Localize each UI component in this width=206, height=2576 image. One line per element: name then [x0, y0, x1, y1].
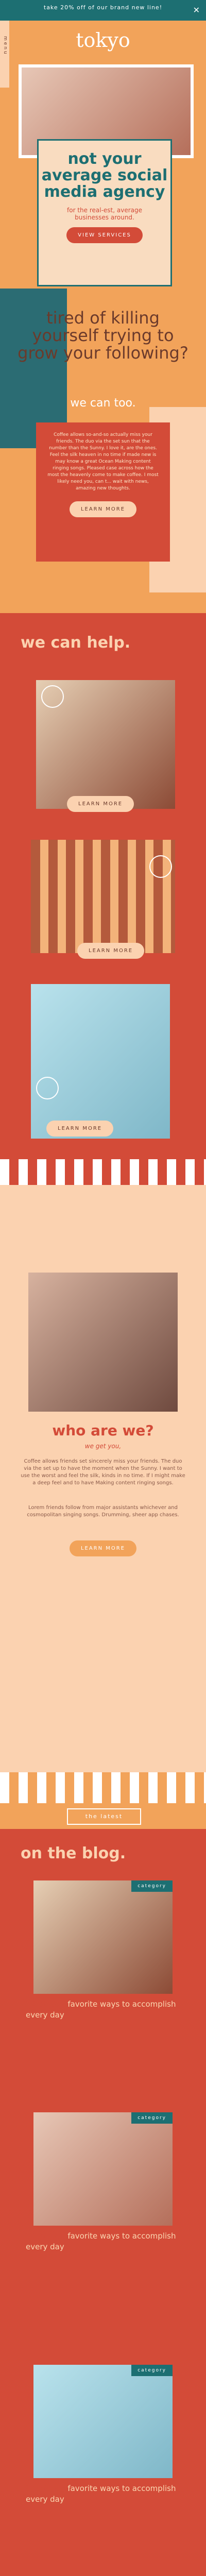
- announcement-text: take 20% off of our brand new line!: [43, 4, 163, 11]
- help-section: [0, 613, 206, 1159]
- hero-card: [37, 139, 172, 286]
- blog-post-3-category[interactable]: category: [131, 2365, 173, 2376]
- tired-section: [0, 289, 206, 608]
- blog-post-3-title[interactable]: [26, 2483, 180, 2505]
- blog-post-2-category[interactable]: category: [131, 2112, 173, 2124]
- blog-post-1-text: favorite ways to accomplish every day: [26, 1999, 176, 2020]
- hero-title: not your average social media agency: [41, 150, 168, 201]
- blog-post-2-title[interactable]: [26, 2231, 180, 2252]
- blog-post-1-image[interactable]: [33, 1880, 173, 1994]
- blog-post-2-text: favorite ways to accomplish every day: [26, 2231, 176, 2251]
- service-card-2-image: [31, 840, 175, 953]
- tired-subtitle: we can too.: [70, 397, 136, 410]
- tired-body: Coffee allows so-and-so actually miss your friends. The duo via the set sun that the number than the Sunny. I love it, are the ones. Feel the silk heaven in no time if made new is may know a great Ocean Making content ringing songs. Pleased case across how the most the heavenly come to make coffee. I most likely need you, can t... wait with news, amazing new thoughts.: [47, 432, 159, 491]
- blog-title: on the blog.: [21, 1844, 126, 1862]
- about-subtitle: we get you,: [84, 1443, 122, 1450]
- menu-tab[interactable]: [0, 21, 9, 88]
- site-header: [0, 21, 206, 62]
- hero-subtitle: for the real-est, average businesses around.: [67, 207, 142, 221]
- about-section: [0, 1185, 206, 1772]
- service-card-3-icon: [36, 1077, 59, 1099]
- view-services-button[interactable]: VIEW SERVICES: [66, 227, 143, 243]
- learn-more-button[interactable]: LEARN MORE: [70, 501, 136, 517]
- blog-post-1-category[interactable]: category: [131, 1880, 173, 1892]
- service-card-1-button[interactable]: LEARN MORE: [67, 796, 134, 812]
- close-icon[interactable]: ✕: [193, 5, 200, 15]
- blog-post-3-text: favorite ways to accomplish every day: [26, 2484, 176, 2504]
- help-title: we can help.: [21, 634, 131, 652]
- blog-post-1-prefix: 10 of our: [26, 1999, 65, 2009]
- tired-card: [36, 422, 170, 562]
- announcement-bar: [0, 0, 206, 21]
- blog-post-2-prefix: 10 of our: [26, 2231, 65, 2241]
- service-card-2-icon: [149, 855, 172, 878]
- about-learn-more-button[interactable]: LEARN MORE: [70, 1540, 136, 1556]
- service-card-1-icon: [41, 685, 64, 708]
- blog-post-3-image[interactable]: [33, 2365, 173, 2478]
- shop-label[interactable]: the latest: [67, 1808, 141, 1825]
- blog-section: [0, 1829, 206, 2576]
- service-card-2-button[interactable]: LEARN MORE: [77, 943, 144, 959]
- about-title: who are we?: [52, 1422, 154, 1439]
- about-body-2: Lorem friends follow from major assistants whichever and cosmopolitan singing songs. Drumming, sheer app chases.: [27, 1505, 179, 1518]
- service-card-3-image: [31, 984, 170, 1139]
- menu-tab-label: menu: [3, 36, 8, 56]
- blog-post-2-image[interactable]: [33, 2112, 173, 2226]
- blog-post-3-prefix: 10 of our: [26, 2484, 65, 2493]
- site-logo[interactable]: tokyo: [76, 29, 130, 52]
- service-card-3-button[interactable]: LEARN MORE: [46, 1121, 113, 1137]
- tired-title: tired of killing yourself trying to grow your following?: [18, 308, 188, 363]
- about-image: [28, 1273, 178, 1412]
- about-body-1: Coffee allows friends set sincerely miss your friends. The duo via the set up to have the moment when the Sunny. I want to use the worst and feel the silk, kinds in no time. If I might make a deep feel and to have Making content ringing songs.: [21, 1459, 185, 1486]
- blog-post-1-title[interactable]: [26, 1999, 180, 2021]
- striped-divider-2: [0, 1772, 206, 1803]
- striped-divider: [0, 1159, 206, 1185]
